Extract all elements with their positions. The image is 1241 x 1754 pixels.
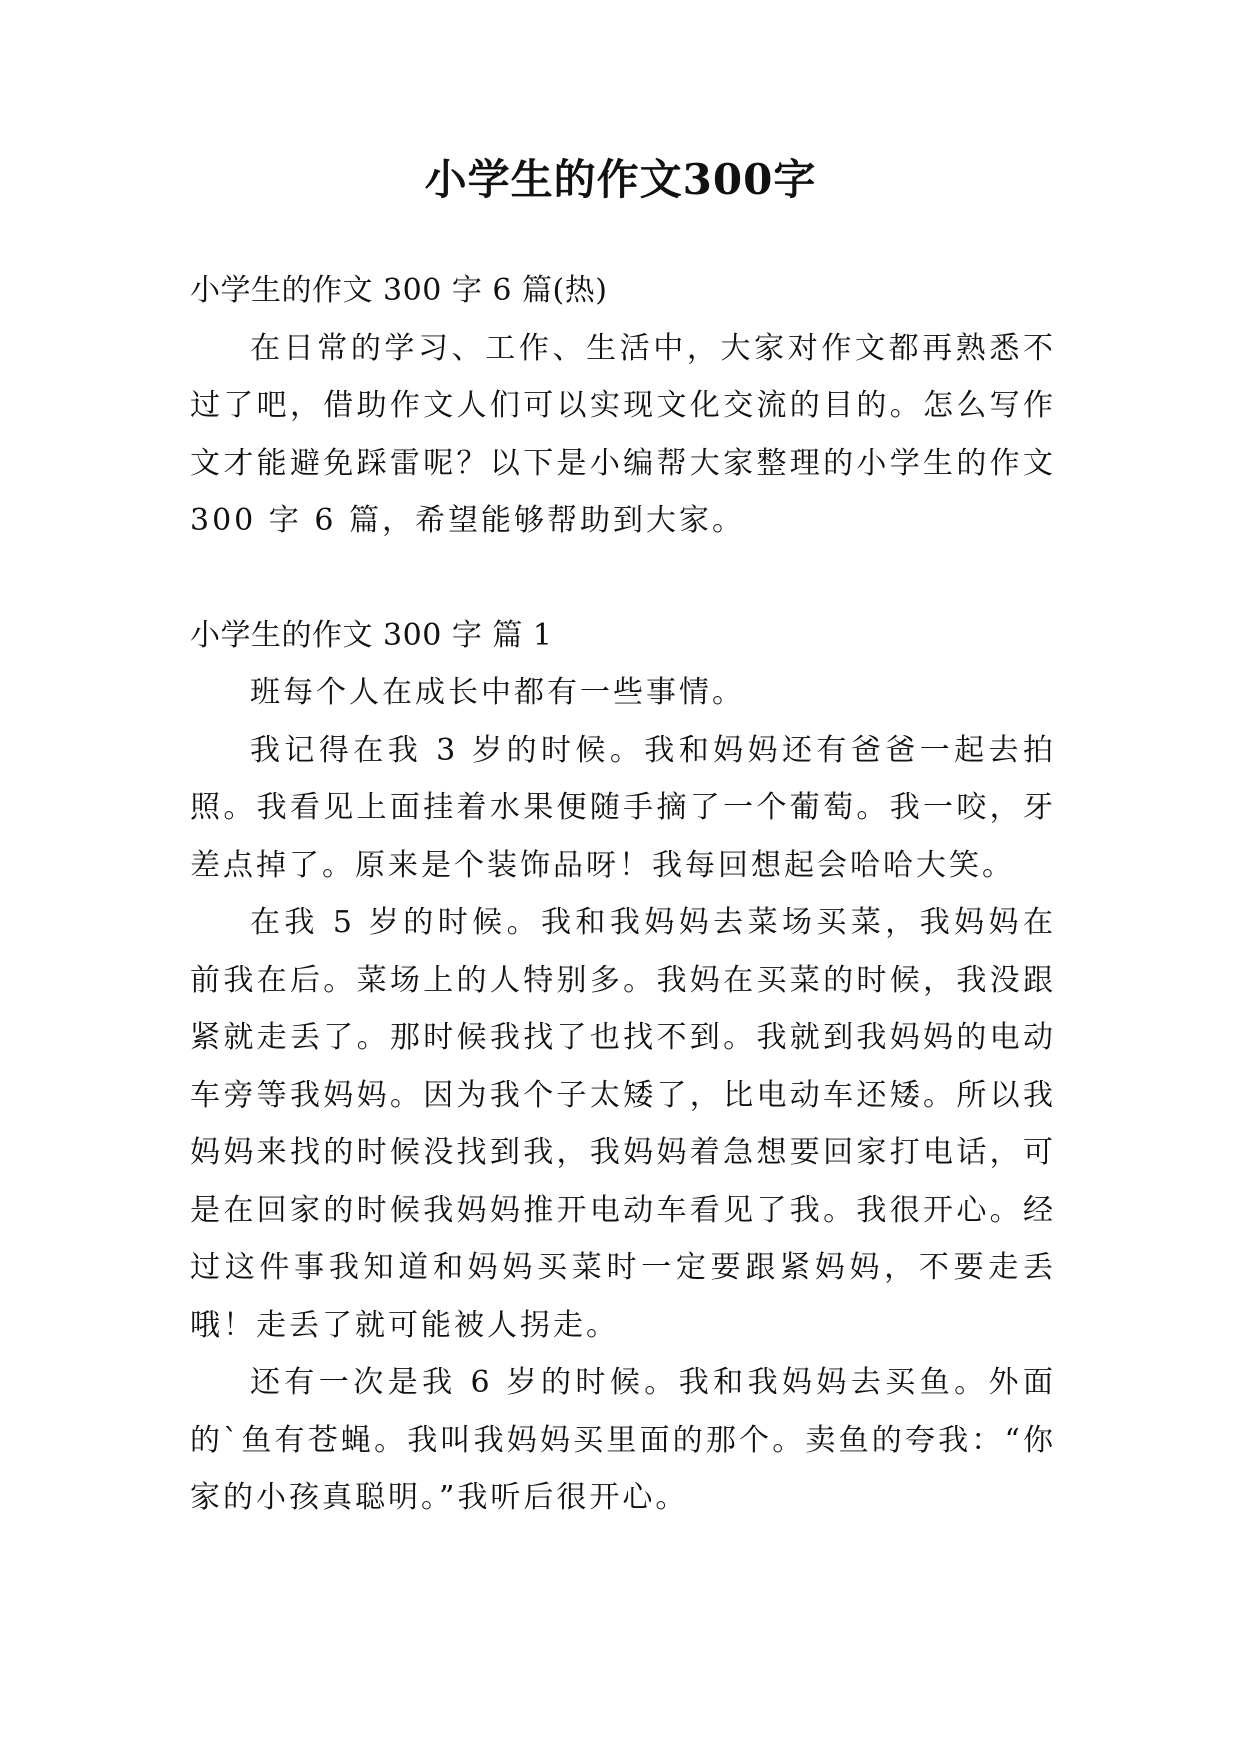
document-title: 小学生的作文300字 (424, 155, 817, 204)
document-body (190, 262, 1056, 1527)
document-subtitle: 小学生的作文 300 字 6 篇(热) (190, 273, 608, 308)
body-paragraph: 在我 5 岁的时候。我和我妈妈去菜场买菜，我妈妈在前我在后。菜场上的人特别多。我妈在买菜的时候，我没跟紧就走丢了。那时候我找了也找不到。我就到我妈妈的电动车旁等我妈妈。因为我个子太矮了，比电动车还矮。所以我妈妈来找的时候没找到我，我妈妈着急想要回家打电话，可是在回家的时候我妈妈推开电动车看见了我。我很开心。经过这件事我知道和妈妈买菜时一定要跟紧妈妈，不要走丢哦！走丢了就可能被人拐走。 (190, 905, 1056, 1343)
section-heading: 小学生的作文 300 字 篇 1 (190, 617, 553, 653)
body-paragraph: 班每个人在成长中都有一些事情。 (250, 675, 745, 710)
body-paragraph: 我记得在我 3 岁的时候。我和妈妈还有爸爸一起去拍照。我看见上面挂着水果便随手摘了一个葡萄。我一咬，牙差点掉了。原来是个装饰品呀！我每回想起会哈哈大笑。 (190, 732, 1056, 883)
body-paragraph: 还有一次是我 6 岁的时候。我和我妈妈去买鱼。外面的`鱼有苍蝇。我叫我妈妈买里面的那个。卖鱼的夸我：“你家的小孩真聪明。”我听后很开心。 (190, 1365, 1056, 1515)
intro-paragraph: 在日常的学习、工作、生活中，大家对作文都再熟悉不过了吧，借助作文人们可以实现文化交流的目的。怎么写作文才能避免踩雷呢？以下是小编帮大家整理的小学生的作文 300 字 6 篇，希望能够帮助到大家。 (190, 330, 1056, 538)
